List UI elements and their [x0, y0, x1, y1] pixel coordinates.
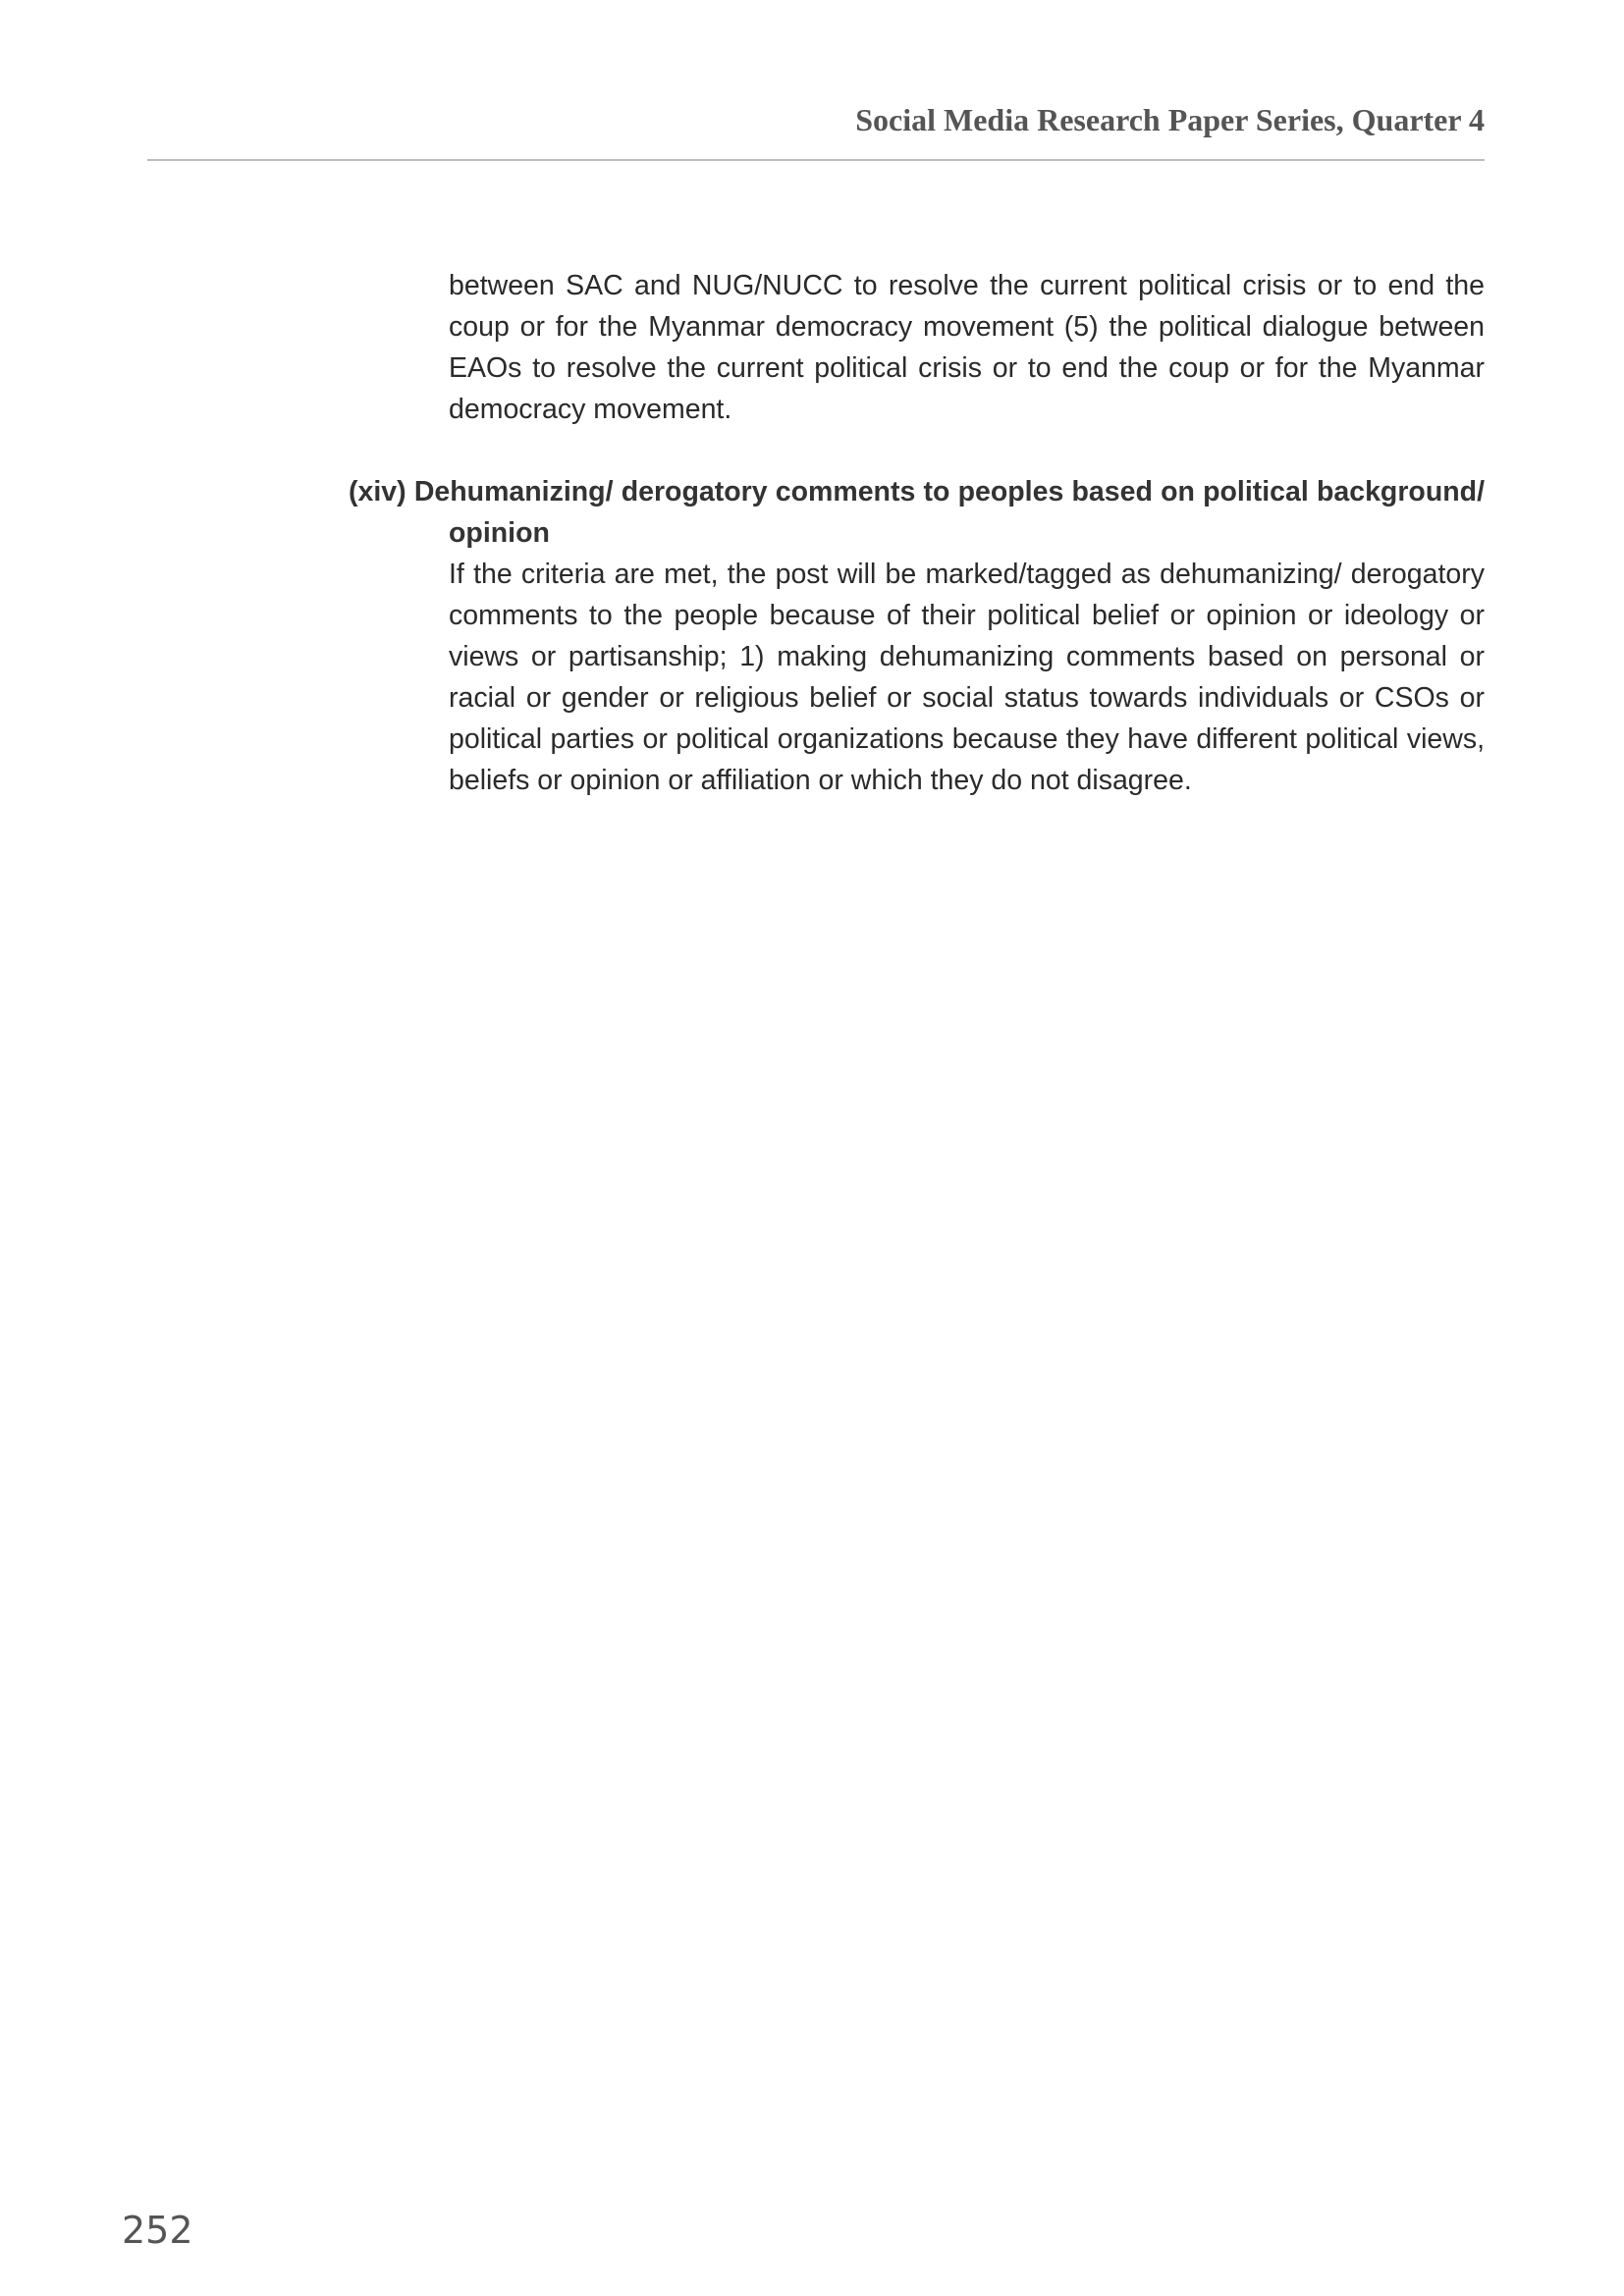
- section-heading-text: Dehumanizing/ derogatory comments to peoples based on political background/ opinion: [413, 476, 1485, 549]
- section-xiv: [349, 471, 1485, 801]
- page-number: 252: [122, 2209, 193, 2252]
- section-number: (xiv): [349, 476, 406, 507]
- running-header-title: Social Media Research Paper Series, Quarter 4: [855, 102, 1485, 137]
- section-heading: [349, 471, 1485, 554]
- continued-paragraph: between SAC and NUG/NUCC to resolve the current political crisis or to end the coup or for the Myanmar democracy movement (5) the political dialogue between EAOs to resolve the current political crisis or to end the coup or for the Myanmar democracy movement.: [449, 270, 1485, 425]
- section-body: If the criteria are met, the post will be marked/tagged as dehumanizing/ derogatory comments to the people because of their political belief or opinion or ideology or views or partisanship; 1) making dehumanizing comments based on personal or racial or gender or religious belief or social status towards individuals or CSOs or political parties or political organizations because they have different political views, beliefs or opinion or affiliation or which they do not disagree.: [449, 559, 1485, 796]
- page-header: [147, 98, 1485, 161]
